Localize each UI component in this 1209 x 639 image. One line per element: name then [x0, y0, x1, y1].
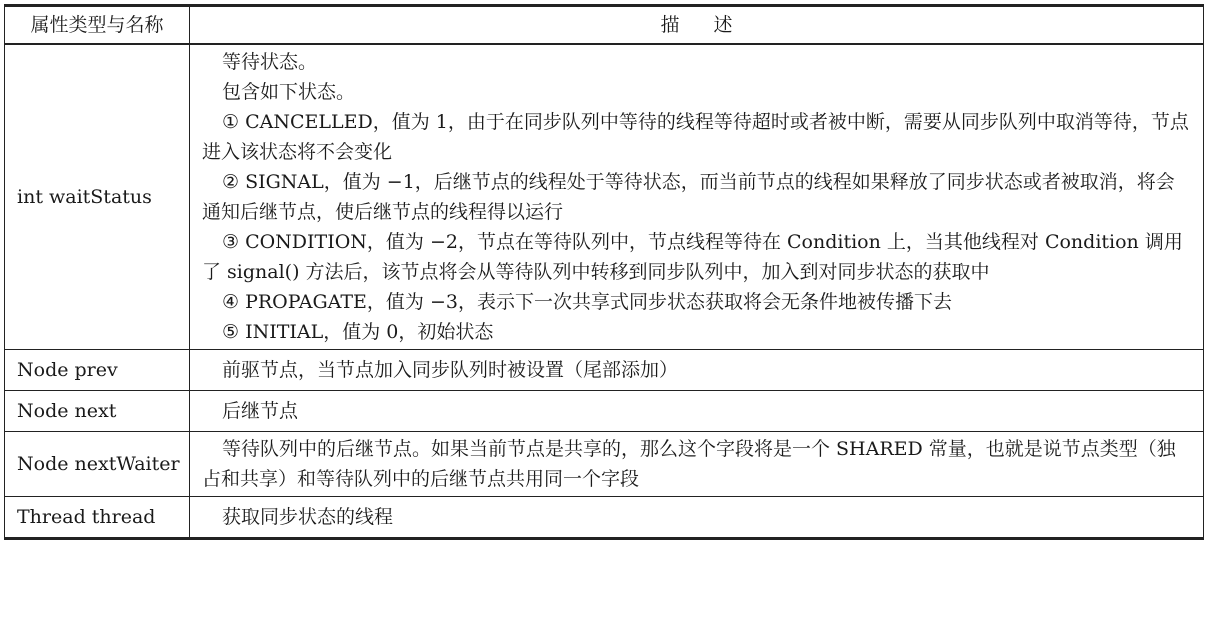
description-line: ④ PROPAGATE，值为 −3，表示下一次共享式同步状态获取将会无条件地被传播下去	[222, 291, 952, 313]
table-row	[5, 44, 1204, 350]
attribute-description	[190, 432, 1204, 497]
attribute-description	[190, 350, 1204, 391]
attribute-description	[190, 497, 1204, 539]
attribute-name: int waitStatus	[5, 44, 190, 350]
header-attribute-name: 属性类型与名称	[5, 6, 190, 45]
table-row	[5, 391, 1204, 432]
description-line: 包含如下状态。	[222, 81, 356, 103]
description-line: 等待队列中的后继节点。如果当前节点是共享的，那么这个字段将是一个 SHARED 常量，也就是说节点类型（独占和共享）和等待队列中的后继节点共用同一个字段	[202, 438, 1176, 490]
description-line: ⑤ INITIAL，值为 0，初始状态	[222, 321, 494, 343]
description-line: ① CANCELLED，值为 1，由于在同步队列中等待的线程等待超时或者被中断，需要从同步队列中取消等待，节点进入该状态将不会变化	[202, 111, 1189, 163]
table-row	[5, 497, 1204, 539]
attribute-table-container	[4, 4, 1204, 540]
attribute-description	[190, 391, 1204, 432]
attribute-name: Node nextWaiter	[5, 432, 190, 497]
table-row	[5, 350, 1204, 391]
description-line: 前驱节点，当节点加入同步队列时被设置（尾部添加）	[222, 359, 679, 381]
attribute-name: Thread thread	[5, 497, 190, 539]
description-line: ② SIGNAL，值为 −1，后继节点的线程处于等待状态，而当前节点的线程如果释放了同步状态或者被取消，将会通知后继节点，使后继节点的线程得以运行	[202, 171, 1175, 223]
table-row	[5, 432, 1204, 497]
node-attribute-table	[4, 4, 1204, 540]
description-line: 获取同步状态的线程	[222, 506, 394, 528]
description-line: 等待状态。	[222, 51, 318, 73]
description-line: 后继节点	[222, 400, 299, 422]
attribute-name: Node next	[5, 391, 190, 432]
attribute-name: Node prev	[5, 350, 190, 391]
attribute-description	[190, 44, 1204, 350]
description-line: ③ CONDITION，值为 −2，节点在等待队列中，节点线程等待在 Condition 上，当其他线程对 Condition 调用了 signal() 方法后，该节点将会从等待队列中转移到同步队列中，加入到对同步状态的获取中	[202, 231, 1183, 283]
table-header-row	[5, 6, 1204, 45]
header-description: 描述	[190, 6, 1204, 45]
